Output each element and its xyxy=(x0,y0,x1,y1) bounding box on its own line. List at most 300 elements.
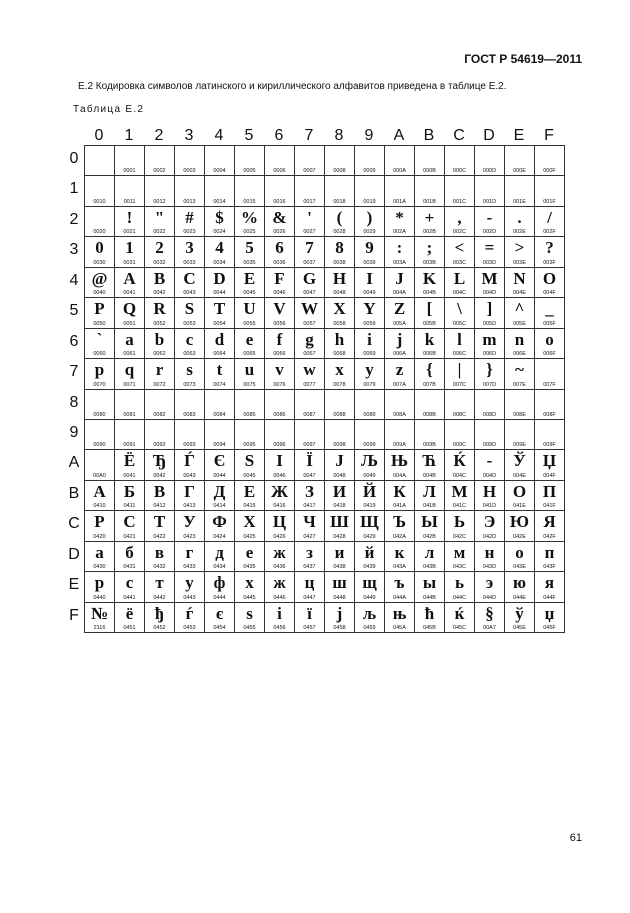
code-point: 0020 xyxy=(93,229,106,236)
glyph: ж xyxy=(273,542,286,562)
table-cell xyxy=(205,511,235,541)
glyph xyxy=(325,390,354,411)
code-point: 0067 xyxy=(303,351,316,358)
table-cell xyxy=(475,572,505,602)
table-cell xyxy=(235,419,265,449)
glyph: р xyxy=(94,573,105,593)
table-cell xyxy=(415,298,445,328)
table-cell xyxy=(325,450,355,480)
table-cell xyxy=(445,572,475,602)
table-cell xyxy=(295,511,325,541)
table-cell xyxy=(265,206,295,236)
column-header: 4 xyxy=(214,127,224,144)
glyph: O xyxy=(542,268,557,288)
glyph: # xyxy=(185,207,194,227)
code-point: 008E xyxy=(513,411,526,418)
code-point: 004D xyxy=(482,472,497,479)
code-point: 0427 xyxy=(303,533,316,540)
table-cell xyxy=(325,206,355,236)
code-point: 043C xyxy=(452,564,467,571)
glyph: { xyxy=(426,360,433,380)
code-point: 044B xyxy=(423,594,436,601)
code-point: 0430 xyxy=(93,564,106,571)
table-cell xyxy=(295,237,325,267)
code-point: 0417 xyxy=(303,503,316,510)
glyph: o xyxy=(545,329,554,349)
glyph: $ xyxy=(215,207,224,227)
table-cell xyxy=(475,176,505,206)
code-point: 005A xyxy=(393,320,406,327)
table-cell xyxy=(415,572,445,602)
table-cell xyxy=(415,389,445,419)
glyph xyxy=(205,420,234,441)
table-cell xyxy=(535,328,565,358)
glyph: - xyxy=(486,207,493,227)
row-header: 6 xyxy=(69,332,79,350)
code-point: 003C xyxy=(452,259,467,266)
glyph xyxy=(265,390,294,411)
glyph: Џ xyxy=(542,451,557,471)
glyph: I xyxy=(276,451,283,471)
glyph: л xyxy=(424,542,435,562)
code-point: 0410 xyxy=(93,503,106,510)
code-point: 0042 xyxy=(153,290,166,297)
code-point: 0425 xyxy=(243,533,256,540)
table-cell xyxy=(115,176,145,206)
table-cell xyxy=(295,480,325,510)
table-cell xyxy=(475,511,505,541)
code-point: 0449 xyxy=(363,594,376,601)
table-caption: Таблица Е.2 xyxy=(73,104,145,115)
table-cell xyxy=(85,206,115,236)
table-cell xyxy=(295,298,325,328)
table-cell xyxy=(475,267,505,297)
glyph: Љ xyxy=(360,451,379,471)
code-point: 006B xyxy=(423,351,436,358)
glyph xyxy=(295,420,324,441)
code-point: 0077 xyxy=(303,381,316,388)
code-point: 005E xyxy=(513,320,526,327)
code-point: 0024 xyxy=(213,229,226,236)
code-point: 0047 xyxy=(303,472,316,479)
code-point: 0413 xyxy=(183,503,196,510)
glyph xyxy=(415,146,444,167)
glyph xyxy=(265,176,294,197)
glyph xyxy=(475,390,504,411)
code-point: 044F xyxy=(543,594,556,601)
glyph: ] xyxy=(486,299,493,319)
glyph: 0 xyxy=(95,238,104,258)
code-point: 0003 xyxy=(183,168,196,175)
table-cell xyxy=(385,176,415,206)
table-cell xyxy=(115,480,145,510)
table-cell xyxy=(235,206,265,236)
code-point: 0445 xyxy=(243,594,256,601)
glyph: б xyxy=(125,542,134,562)
code-point: 0002 xyxy=(153,168,166,175)
code-point: 2116 xyxy=(93,625,106,631)
glyph: С xyxy=(123,512,136,532)
code-point: 0070 xyxy=(93,381,106,388)
row-header: E xyxy=(68,576,80,594)
table-cell xyxy=(265,359,295,389)
table-cell xyxy=(475,328,505,358)
glyph xyxy=(145,390,174,411)
code-point: 0039 xyxy=(363,259,376,266)
glyph xyxy=(85,176,114,197)
code-point: 0052 xyxy=(153,320,166,327)
table-cell xyxy=(385,359,415,389)
table-cell xyxy=(355,450,385,480)
code-point: 005D xyxy=(482,320,497,327)
glyph xyxy=(475,176,504,197)
glyph xyxy=(385,176,414,197)
table-cell xyxy=(85,480,115,510)
glyph: d xyxy=(214,329,225,349)
code-point: 0433 xyxy=(183,564,196,571)
table-cell xyxy=(385,541,415,571)
glyph: " xyxy=(154,207,165,227)
code-point: 0431 xyxy=(123,564,136,571)
row-header: F xyxy=(69,606,79,624)
glyph: Y xyxy=(363,299,376,319)
row-header: 1 xyxy=(69,180,79,198)
code-point: 0076 xyxy=(273,381,286,388)
glyph: у xyxy=(185,573,194,593)
code-point: 0044 xyxy=(213,290,226,297)
glyph: & xyxy=(272,207,287,227)
code-point: 0448 xyxy=(333,594,346,601)
code-point: 0073 xyxy=(183,381,196,388)
table-cell xyxy=(175,146,205,176)
table-cell xyxy=(235,146,265,176)
glyph: 9 xyxy=(365,238,374,258)
table-cell xyxy=(175,328,205,358)
table-cell xyxy=(445,267,475,297)
code-point: 008B xyxy=(423,411,436,418)
code-point: 00A7 xyxy=(483,625,496,631)
table-cell xyxy=(415,237,445,267)
code-point: 042D xyxy=(482,533,497,540)
code-point: 0044 xyxy=(213,472,226,479)
table-cell xyxy=(325,389,355,419)
glyph xyxy=(145,176,174,197)
table-cell xyxy=(145,419,175,449)
code-point: 042E xyxy=(513,533,526,540)
table-cell xyxy=(355,298,385,328)
code-point: 0412 xyxy=(153,503,166,510)
table-cell xyxy=(505,237,535,267)
glyph: с xyxy=(125,573,134,593)
table-cell xyxy=(505,541,535,571)
table-cell xyxy=(145,146,175,176)
code-point: 005B xyxy=(423,320,436,327)
glyph xyxy=(235,420,264,441)
table-cell xyxy=(175,541,205,571)
page-number: 61 xyxy=(569,832,582,844)
table-row xyxy=(85,359,565,389)
glyph: 8 xyxy=(335,238,344,258)
code-point: 0030 xyxy=(93,259,106,266)
glyph xyxy=(415,176,444,197)
glyph: њ xyxy=(392,603,407,623)
glyph: P xyxy=(94,299,105,319)
glyph xyxy=(355,146,384,167)
table-cell xyxy=(355,602,385,632)
glyph: 7 xyxy=(305,238,314,258)
code-point: 0454 xyxy=(213,625,226,631)
code-point: 044C xyxy=(452,594,467,601)
table-cell xyxy=(475,389,505,419)
row-header: 3 xyxy=(69,241,79,259)
code-point: 0007 xyxy=(303,168,316,175)
code-point: 045A xyxy=(393,625,406,631)
code-point: 0023 xyxy=(183,229,196,236)
glyph xyxy=(295,176,324,197)
code-point: 0013 xyxy=(183,198,196,205)
table-cell xyxy=(295,450,325,480)
table-cell xyxy=(385,419,415,449)
table-cell xyxy=(535,146,565,176)
code-point: 0050 xyxy=(93,320,106,327)
code-point: 0061 xyxy=(123,351,136,358)
glyph: й xyxy=(364,542,375,562)
glyph: а xyxy=(95,542,104,562)
code-point: 004F xyxy=(543,472,556,479)
code-point: 003F xyxy=(543,259,556,266)
glyph: Ё xyxy=(123,451,136,471)
table-cell xyxy=(475,359,505,389)
column-header: 0 xyxy=(94,127,104,144)
table-cell xyxy=(85,602,115,632)
code-point: 042A xyxy=(393,533,406,540)
table-cell xyxy=(505,298,535,328)
glyph xyxy=(415,390,444,411)
table-cell xyxy=(355,541,385,571)
glyph xyxy=(535,146,564,167)
table-cell xyxy=(505,419,535,449)
code-point: 004F xyxy=(543,290,556,297)
table-cell xyxy=(505,359,535,389)
table-cell xyxy=(295,206,325,236)
table-cell xyxy=(265,572,295,602)
code-point: 0094 xyxy=(213,442,226,449)
code-point: 045F xyxy=(543,625,556,631)
code-point: 001B xyxy=(423,198,436,205)
code-point: 041B xyxy=(423,503,436,510)
glyph xyxy=(235,390,264,411)
table-cell xyxy=(145,389,175,419)
code-point: 0434 xyxy=(213,564,226,571)
row-header: 5 xyxy=(69,302,79,320)
glyph: О xyxy=(512,481,527,501)
glyph xyxy=(445,176,474,197)
table-cell xyxy=(325,359,355,389)
table-cell xyxy=(175,206,205,236)
code-point: 043B xyxy=(423,564,436,571)
table-cell xyxy=(145,359,175,389)
code-point: 0426 xyxy=(273,533,286,540)
table-cell xyxy=(85,389,115,419)
table-cell xyxy=(325,511,355,541)
glyph: ў xyxy=(515,603,524,623)
glyph xyxy=(175,146,204,167)
code-point: 042C xyxy=(452,533,467,540)
table-cell xyxy=(85,146,115,176)
code-point: 0411 xyxy=(123,503,136,510)
code-point: 001A xyxy=(393,198,406,205)
glyph xyxy=(385,146,414,167)
glyph: я xyxy=(544,573,555,593)
code-point: 003B xyxy=(423,259,436,266)
glyph xyxy=(205,176,234,197)
row-header: D xyxy=(68,545,80,563)
code-point: 006F xyxy=(543,351,556,358)
glyph xyxy=(205,146,234,167)
code-point: 009A xyxy=(393,442,406,449)
code-point: 000A xyxy=(393,168,406,175)
glyph: м xyxy=(453,542,466,562)
code-point: 009F xyxy=(543,442,556,449)
code-point: 043F xyxy=(543,564,556,571)
table-cell xyxy=(205,359,235,389)
row-header: 8 xyxy=(69,393,79,411)
table-cell xyxy=(505,176,535,206)
code-point: 043E xyxy=(513,564,526,571)
code-point: 0029 xyxy=(363,229,376,236)
table-cell xyxy=(295,389,325,419)
glyph: Е xyxy=(243,481,256,501)
glyph xyxy=(325,420,354,441)
table-cell xyxy=(145,480,175,510)
glyph: z xyxy=(395,360,404,380)
table-cell xyxy=(175,480,205,510)
table-cell xyxy=(415,328,445,358)
code-point: 045E xyxy=(513,625,526,631)
code-point: 004E xyxy=(513,472,526,479)
table-cell xyxy=(385,328,415,358)
glyph: ѓ xyxy=(185,603,194,623)
glyph: t xyxy=(216,360,223,380)
table-cell xyxy=(205,298,235,328)
table-cell xyxy=(505,572,535,602)
glyph: n xyxy=(514,329,525,349)
glyph xyxy=(505,420,534,441)
table-cell xyxy=(385,146,415,176)
table-cell xyxy=(415,176,445,206)
table-cell xyxy=(535,419,565,449)
glyph: b xyxy=(154,329,165,349)
row-header: A xyxy=(68,454,80,472)
glyph: B xyxy=(153,268,166,288)
glyph: Ђ xyxy=(152,451,167,471)
code-point: 0035 xyxy=(243,259,256,266)
glyph: C xyxy=(183,268,196,288)
table-cell xyxy=(295,176,325,206)
glyph xyxy=(85,207,114,228)
code-point: 0022 xyxy=(153,229,166,236)
glyph: љ xyxy=(362,603,377,623)
table-cell xyxy=(385,480,415,510)
glyph: Ц xyxy=(272,512,287,532)
glyph xyxy=(535,176,564,197)
table-cell xyxy=(205,450,235,480)
glyph: ж xyxy=(273,573,286,593)
table-cell xyxy=(355,328,385,358)
code-point: 0441 xyxy=(123,594,136,601)
code-point: 0043 xyxy=(183,290,196,297)
code-point: 000D xyxy=(482,168,497,175)
table-cell xyxy=(205,146,235,176)
glyph: Н xyxy=(482,481,497,501)
table-cell xyxy=(385,267,415,297)
code-point: 0058 xyxy=(333,320,346,327)
code-point: 0435 xyxy=(243,564,256,571)
table-cell xyxy=(355,359,385,389)
code-point: 0079 xyxy=(363,381,376,388)
code-point: 0053 xyxy=(183,320,196,327)
code-point: 009E xyxy=(513,442,526,449)
table-row xyxy=(85,328,565,358)
code-point: 0046 xyxy=(273,472,286,479)
code-point: 0066 xyxy=(273,351,286,358)
glyph: e xyxy=(245,329,254,349)
table-cell xyxy=(535,572,565,602)
column-header: 7 xyxy=(304,127,314,144)
glyph: a xyxy=(125,329,134,349)
row-header: 0 xyxy=(69,150,79,167)
code-point: 042B xyxy=(423,533,436,540)
table-cell xyxy=(85,450,115,480)
table-cell xyxy=(445,206,475,236)
table-cell xyxy=(205,389,235,419)
glyph xyxy=(115,390,144,411)
code-point: 009B xyxy=(423,442,436,449)
glyph: У xyxy=(183,512,196,532)
code-point: 0418 xyxy=(333,503,346,510)
table-row xyxy=(85,572,565,602)
glyph: S xyxy=(244,451,255,471)
table-cell xyxy=(175,176,205,206)
glyph: ц xyxy=(304,573,315,593)
glyph: ё xyxy=(125,603,134,623)
table-cell xyxy=(145,450,175,480)
column-header: E xyxy=(513,127,525,144)
code-point: 0439 xyxy=(363,564,376,571)
code-point: 0429 xyxy=(363,533,376,540)
table-cell xyxy=(115,389,145,419)
column-header: 6 xyxy=(274,127,284,144)
table-cell xyxy=(445,298,475,328)
glyph: є xyxy=(215,603,224,623)
table-cell xyxy=(115,359,145,389)
table-cell xyxy=(175,298,205,328)
table-cell xyxy=(415,206,445,236)
code-point: 044D xyxy=(482,594,497,601)
table-cell xyxy=(85,359,115,389)
code-point: 0036 xyxy=(273,259,286,266)
table-cell xyxy=(325,146,355,176)
glyph xyxy=(445,390,474,411)
table-cell xyxy=(235,450,265,480)
code-point: 0059 xyxy=(363,320,376,327)
code-point: 0049 xyxy=(363,472,376,479)
table-cell xyxy=(355,419,385,449)
glyph: Ж xyxy=(271,481,288,501)
table-cell xyxy=(505,267,535,297)
code-point: 005C xyxy=(452,320,467,327)
glyph: R xyxy=(153,299,166,319)
